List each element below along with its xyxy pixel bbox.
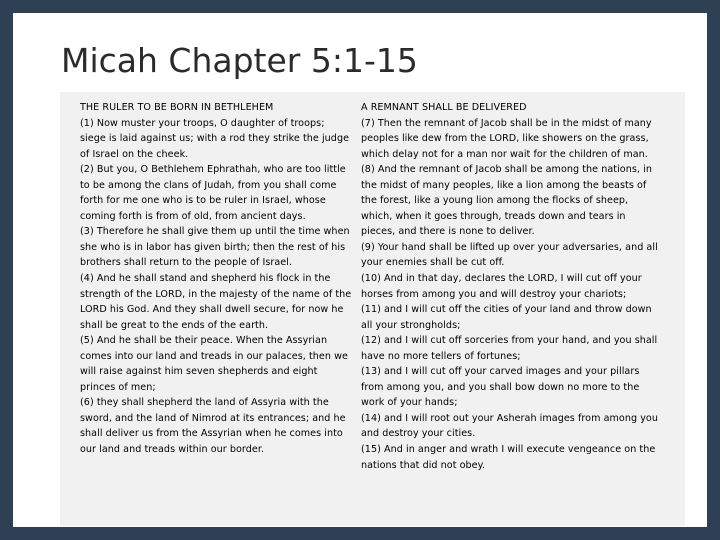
verse-9: (9) Your hand shall be lifted up over your adversaries, and all your enemies shall be cut off.: [361, 241, 658, 269]
verse-8: (8) And the remnant of Jacob shall be among the nations, in the midst of many peoples, like a lion among the beasts of the forest, like a young lion among the flocks of sheep, which, when it goes through, treads down and tears in pieces, and there is none to deliver.: [361, 164, 652, 238]
right-column: [361, 100, 661, 473]
verse-3: (3) Therefore he shall give them up until the time when she who is in labor has given birth; then the rest of his brothers shall return to the people of Israel.: [80, 226, 350, 269]
slide-title: Micah Chapter 5:1-15: [61, 41, 418, 80]
left-column-heading: THE RULER TO BE BORN IN BETHLEHEM: [80, 102, 274, 113]
content-box: [60, 92, 685, 526]
verse-10: (10) And in that day, declares the LORD, I will cut off your horses from among you and will destroy your chariots;: [361, 273, 642, 300]
verse-12: (12) and I will cut off sorceries from your hand, and you shall have no more tellers of fortunes;: [361, 335, 658, 362]
verse-13: (13) and I will cut off your carved images and your pillars from among you, and you shall bow down no more to the work of your hands;: [361, 366, 640, 409]
verse-5: (5) And he shall be their peace. When the Assyrian comes into our land and treads in our palaces, then we will raise against him seven shepherds and eight princes of men;: [80, 335, 348, 393]
verse-7: (7) Then the remnant of Jacob shall be in the midst of many peoples like dew from the LORD, like showers on the grass, which delay not for a man nor wait for the children of man.: [361, 117, 652, 160]
verse-14: (14) and I will root out your Asherah images from among you and destroy your cities.: [361, 412, 658, 440]
right-column-heading: A REMNANT SHALL BE DELIVERED: [361, 102, 527, 113]
left-column: [80, 100, 352, 458]
verse-11: (11) and I will cut off the cities of your land and throw down all your strongholds;: [361, 304, 652, 331]
verse-2: (2) But you, O Bethlehem Ephrathah, who are too little to be among the clans of Judah, from you shall come forth for me one who is to be ruler in Israel, whose coming forth is from of old, from ancient days.: [80, 164, 346, 222]
verse-15: (15) And in anger and wrath I will execute vengeance on the nations that did not obey.: [361, 444, 656, 471]
verse-6: (6) they shall shepherd the land of Assyria with the sword, and the land of Nimrod at its entrances; and he shall deliver us from the Assyrian when he comes into our land and treads within our border.: [80, 397, 346, 456]
verse-4: (4) And he shall stand and shepherd his flock in the strength of the LORD, in the majesty of the name of the LORD his God. And they shall dwell secure, for now he shall be great to the ends of the earth.: [80, 273, 352, 331]
verse-1: (1) Now muster your troops, O daughter of troops; siege is laid against us; with a rod they strike the judge of Israel on the cheek.: [80, 117, 350, 160]
